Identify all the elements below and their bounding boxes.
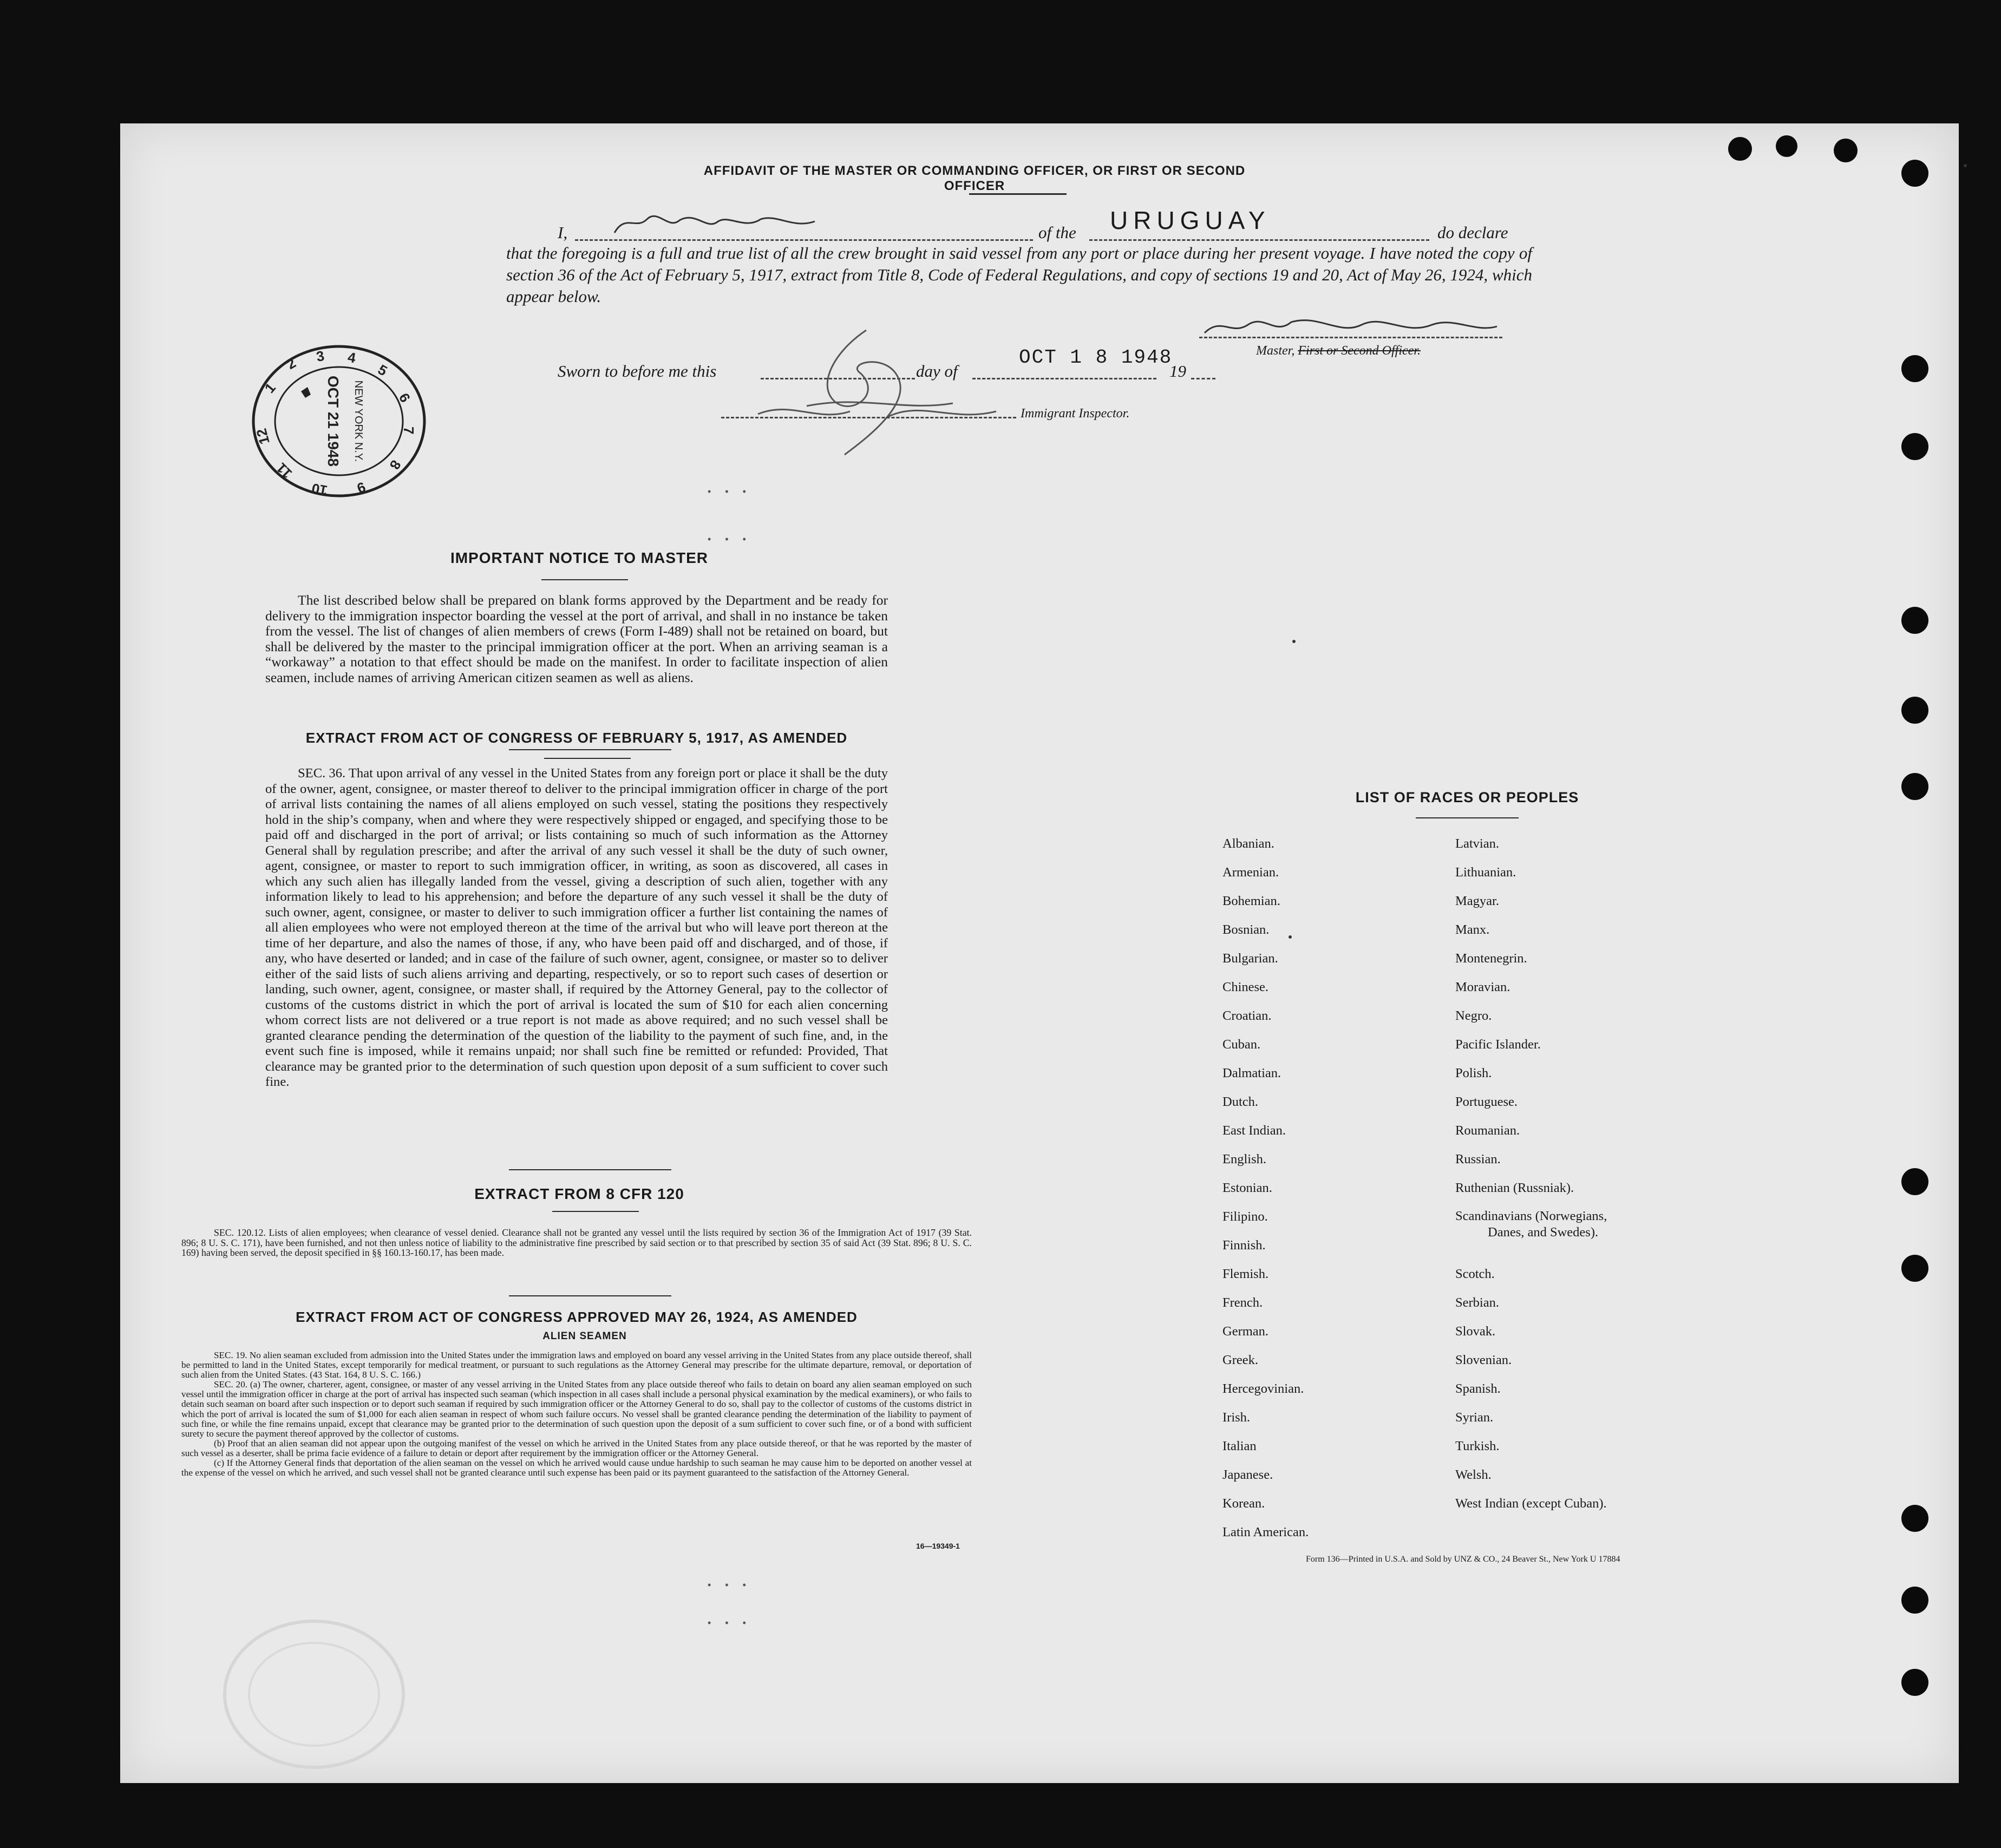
- inspection-stamp: [247, 340, 431, 502]
- form-number: 16—19349-1: [916, 1542, 960, 1550]
- act1917-rule: [544, 758, 631, 759]
- race-item: Negro.: [1455, 1008, 1492, 1023]
- race-item: Manx.: [1455, 922, 1490, 937]
- page-dots: •••: [708, 1617, 760, 1628]
- race-item: West Indian (except Cuban).: [1455, 1496, 1607, 1511]
- race-item: Finnish.: [1222, 1238, 1266, 1253]
- act1924-rule-top: [509, 1295, 671, 1296]
- speck: [1964, 164, 1967, 167]
- punch-hole: [1901, 1669, 1928, 1696]
- master-label: [1256, 344, 1421, 358]
- stamp-ring-number: 4: [346, 349, 357, 366]
- inspector-signature: [725, 319, 1012, 471]
- races-column-1: [1222, 829, 1309, 1546]
- alien-seamen-text: [181, 1351, 972, 1478]
- punch-hole: [1901, 1587, 1928, 1614]
- stamp-date: OCT 21 1948: [325, 375, 342, 467]
- race-item: Syrian.: [1455, 1410, 1494, 1425]
- sec36-text: SEC. 36. That upon arrival of any vessel in the United States from any foreign port or place it shall be the duty of the owner, agent, consignee, or master thereof to deliver to the principal immigration officer in charge of the port of arrival lists containing the names of all aliens employed on such vessel, stating the positions they respectively hold in the ship’s company, when and where they were respectively shipped or engaged, and specifying those to be paid off and discharged in the port of arrival; or lists containing so much of such information as the Attorney General shall by regulation prescribe; and after the arrival of any such vessel it shall be the duty of such owner, agent, consignee, or master to report to such immigration officer, in writing, as soon as discovered, all cases in which any such alien has illegally landed from the vessel, giving a description of such alien, together with any information likely to lead to his apprehension; and before the departure of any such vessel it shall be the duty of such owner, agent, consignee, or master to deliver to such immigration officer a further list containing the names of all alien employees who were not employed thereon at the time of the arrival but who will leave port thereon at the time of her departure, and also the names of those, if any, who have been paid off and discharged, and of those, if any, who have deserted or landed; and in case of the failure of such owner, agent, consignee, or master so to deliver either of the said lists of such aliens arriving and departing, respectively, or so to report such cases of desertion or landing, such owner, agent, consignee, or master shall, if required by the Attorney General, pay to the collector of customs of the customs district in which the port of arrival is located the sum of $10 for each alien concerning whom correct lists are not delivered or a true report is not made as above required; and no such vessel shall be granted clearance pending the determination of the question of the liability to the payment of such fine, and, in the event such fine is imposed, while it remains unpaid; nor shall such fine be remitted or refunded: Provided, That clearance may be granted prior to the determination of such question upon deposit of a sum sufficient to cover such fine.: [265, 766, 888, 1089]
- sec20a-text: SEC. 20. (a) The owner, charterer, agent, consignee, or master of any vessel arriving in the United States from any place outside thereof who fails to detain on board any alien seaman employed on such vessel until the immigration officer in charge at the port of arrival has inspected such seaman (which inspection in all cases shall include a personal physical examination by the medical examiners), or who fails to detain such seaman on board after such inspection or to deport such seaman if required by such immigration officer or the Attorney General to do so, shall pay to the collector of customs of the customs district in which the port of arrival is located the sum of $1,000 for each alien seaman in respect of whom such failure occurs. No vessel shall be granted clearance pending the determination of the liability to payment of such fine, or while the fine remains unpaid, except that clearance may be granted prior to the determination of such question upon the deposit of a sum sufficient to cover such fine, or of a bond with sufficient surety to secure the payment thereof approved by the collector of customs.: [181, 1379, 972, 1439]
- notice-title: IMPORTANT NOTICE TO MASTER: [450, 549, 709, 566]
- race-item: Magyar.: [1455, 894, 1499, 908]
- declarant-prefix: I,: [558, 223, 568, 242]
- races-rule: [1416, 817, 1519, 818]
- cfr-rule: [552, 1211, 639, 1212]
- embossed-seal: [217, 1613, 411, 1775]
- cfr-title: EXTRACT FROM 8 CFR 120: [474, 1185, 684, 1202]
- stamp-ring-number: 1: [261, 379, 279, 396]
- alien-seamen-subtitle: ALIEN SEAMEN: [542, 1331, 627, 1342]
- stamp-ring-number: 12: [253, 427, 273, 447]
- punch-hole: [1728, 137, 1752, 161]
- race-item: Bosnian.: [1222, 922, 1270, 937]
- race-item: Japanese.: [1222, 1467, 1273, 1482]
- sec20b-text: (b) Proof that an alien seaman did not appear upon the outgoing manifest of the vessel on which he arrived in the United States from any place outside thereof, or that he was reported by the master of such vessel as a deserter, shall be prima facie evidence of a failure to detain or deport after requirement by the immigration officer or the Attorney General.: [181, 1438, 972, 1458]
- act1917-title: EXTRACT FROM ACT OF CONGRESS OF FEBRUARY 5, 1917, AS AMENDED: [305, 730, 848, 746]
- stamp-ring-number: 5: [375, 361, 390, 379]
- races-column-2: [1455, 829, 1607, 1518]
- ship-name: URUGUAY: [1110, 206, 1271, 234]
- punch-hole: [1901, 1168, 1928, 1195]
- page-dots: •••: [708, 534, 760, 545]
- race-item: Latvian.: [1455, 836, 1499, 851]
- stamp-ring-number: 2: [284, 354, 299, 373]
- stamp-ring-number: 10: [310, 480, 329, 499]
- notice-text: The list described below shall be prepared on blank forms approved by the Department and be ready for delivery to the immigration inspector boarding the vessel at the port of arrival, and shall in no instance be taken from the vessel. The list of changes of alien members of crews (Form I-489) shall not be retained on board, but shall be delivered by the master to the principal immigration officer at the port. When an arriving seaman is a “workaway” a notation to that effect should be made on the manifest. In order to facilitate inspection of alien seamen, include names of arriving American citizen seamen as well as aliens.: [265, 592, 888, 685]
- races-title: LIST OF RACES OR PEOPLES: [1355, 789, 1579, 805]
- ship-line: [1089, 239, 1429, 241]
- race-item: Serbian.: [1455, 1295, 1499, 1310]
- race-item: Korean.: [1222, 1496, 1265, 1511]
- stamp-ring-number: 6: [395, 390, 414, 405]
- race-item: East Indian.: [1222, 1123, 1286, 1138]
- cfr-rule-top: [509, 1169, 671, 1170]
- cfr-text: SEC. 120.12. Lists of alien employees; when clearance of vessel denied. Clearance shall not be granted any vessel until the lists required by section 36 of the Immigration Act of 1917 (39 Stat. 896; 8 U. S. C. 171), have been furnished, and not then unless notice of liability to the administrative fine prescribed by said section or to that prescribed by section 35 of said Act (39 Stat. 896; 8 U. S. C. 169) having been served, the deposit specified in §§ 160.13-160.17, has been made.: [181, 1227, 972, 1259]
- race-item: Scandinavians (Norwegians,: [1455, 1209, 1607, 1223]
- act1917-rule-top: [509, 749, 671, 750]
- race-item: Chinese.: [1222, 980, 1269, 994]
- stamp-place: NEW YORK N.Y.: [352, 380, 364, 462]
- punch-hole: [1776, 135, 1797, 157]
- printer-footer: Form 136—Printed in U.S.A. and Sold by UNZ & CO., 24 Beaver St., New York U 17884: [1306, 1555, 1620, 1564]
- punch-hole: [1901, 355, 1928, 382]
- race-item: Irish.: [1222, 1410, 1251, 1425]
- sec20c-text: (c) If the Attorney General finds that deportation of the alien seaman on the vessel on which he arrived would cause undue hardship to such seaman he may cause him to be deported on another vessel at the expense of the vessel on which he arrived, and such vessel shall not be granted clearance until such expense has been paid or its payment guaranteed to the satisfaction of the Attorney General.: [181, 1458, 972, 1478]
- race-item: Scotch.: [1455, 1267, 1495, 1281]
- master-title: Master,: [1256, 344, 1295, 358]
- stamp-ring-number: 7: [401, 427, 417, 435]
- race-item: Estonian.: [1222, 1181, 1272, 1195]
- race-item: Latin American.: [1222, 1525, 1309, 1539]
- master-line: [1199, 337, 1502, 338]
- sworn-date: OCT 1 8 1948: [1019, 346, 1173, 369]
- punch-hole: [1901, 1255, 1928, 1282]
- page-dots: •••: [708, 1580, 760, 1590]
- race-item: Greek.: [1222, 1353, 1258, 1367]
- race-item: Russian.: [1455, 1152, 1501, 1167]
- race-item: Bulgarian.: [1222, 951, 1278, 966]
- race-item: English.: [1222, 1152, 1266, 1167]
- of-the-label: of the: [1038, 223, 1076, 242]
- race-item: Portuguese.: [1455, 1095, 1518, 1109]
- race-item: Dalmatian.: [1222, 1066, 1281, 1080]
- race-item: Flemish.: [1222, 1267, 1269, 1281]
- day-of-label: day of: [916, 362, 958, 381]
- race-item: Armenian.: [1222, 865, 1279, 880]
- punch-hole: [1901, 433, 1928, 460]
- affidavit-title: AFFIDAVIT OF THE MASTER OR COMMANDING OFFICER, OR FIRST OR SECOND OFFICER: [703, 163, 1246, 193]
- race-item: Welsh.: [1455, 1467, 1492, 1482]
- punch-hole: [1901, 697, 1928, 724]
- race-item: Pacific Islander.: [1455, 1037, 1541, 1052]
- race-item: Albanian.: [1222, 836, 1274, 851]
- race-item: Moravian.: [1455, 980, 1510, 994]
- race-item: Lithuanian.: [1455, 865, 1516, 880]
- race-item: German.: [1222, 1324, 1269, 1339]
- affidavit-body: that the foregoing is a full and true list of all the crew brought in said vessel from any port or place during her present voyage. I have noted the copy of section 36 of the Act of February 5, 1917, extract from Title 8, Code of Federal Regulations, and copy of sections 19 and 20, Act of May 26, 1924, which appear below.: [506, 244, 1532, 306]
- title-rule: [969, 193, 1067, 195]
- race-item: Polish.: [1455, 1066, 1492, 1080]
- punch-hole: [1901, 1505, 1928, 1532]
- stamp-ring-number: 9: [355, 479, 368, 497]
- stamp-ring-number: 3: [315, 347, 326, 365]
- sec19-text: SEC. 19. No alien seaman excluded from admission into the United States under the immigration laws and employed on board any vessel arriving in the United States from any place outside thereof, shall be permitted to land in the United States, except temporarily for medical treatment, or pursuant to such regulations as the Attorney General may prescribe for the ultimate departure, removal, or deportation of such alien from the United States. (43 Stat. 164, 8 U. S. C. 166.): [181, 1350, 972, 1380]
- sworn-label: Sworn to before me this: [558, 362, 717, 381]
- speck: [1292, 640, 1296, 643]
- page-dots: •••: [708, 486, 760, 497]
- struck-officer-title: First or Second Officer.: [1298, 344, 1421, 358]
- race-item: Dutch.: [1222, 1095, 1258, 1109]
- race-item: Turkish.: [1455, 1439, 1500, 1453]
- inspector-line: [721, 417, 1016, 418]
- master-signature: [1199, 311, 1502, 344]
- race-item: Hercegovinian.: [1222, 1381, 1304, 1396]
- race-item: Slovenian.: [1455, 1353, 1512, 1367]
- stamp-ring-number: 11: [273, 460, 296, 482]
- race-item: Danes, and Swedes).: [1488, 1225, 1599, 1240]
- race-item: Spanish.: [1455, 1381, 1501, 1396]
- race-item: Ruthenian (Russniak).: [1455, 1181, 1574, 1195]
- race-item: Croatian.: [1222, 1008, 1272, 1023]
- year-label: 19: [1169, 362, 1186, 381]
- act1924-title: EXTRACT FROM ACT OF CONGRESS APPROVED MAY 26, 1924, AS AMENDED: [296, 1309, 858, 1325]
- declare-suffix: do declare: [1437, 223, 1508, 242]
- race-item: Filipino.: [1222, 1209, 1268, 1224]
- race-item: French.: [1222, 1295, 1263, 1310]
- stamp-ring-number: 8: [386, 457, 404, 473]
- inspector-label: Immigrant Inspector.: [1021, 407, 1130, 421]
- race-item: Cuban.: [1222, 1037, 1261, 1052]
- punch-hole: [1901, 607, 1928, 634]
- year-line: [1191, 378, 1215, 379]
- punch-hole: [1901, 160, 1928, 187]
- punch-hole: [1901, 773, 1928, 800]
- notice-rule: [541, 579, 628, 580]
- punch-hole: [1834, 139, 1858, 162]
- race-item: Roumanian.: [1455, 1123, 1520, 1138]
- declarant-signature: [609, 208, 826, 241]
- race-item: Slovak.: [1455, 1324, 1496, 1339]
- race-item: Montenegrin.: [1455, 951, 1527, 966]
- race-item: Italian: [1222, 1439, 1257, 1453]
- race-item: Bohemian.: [1222, 894, 1280, 908]
